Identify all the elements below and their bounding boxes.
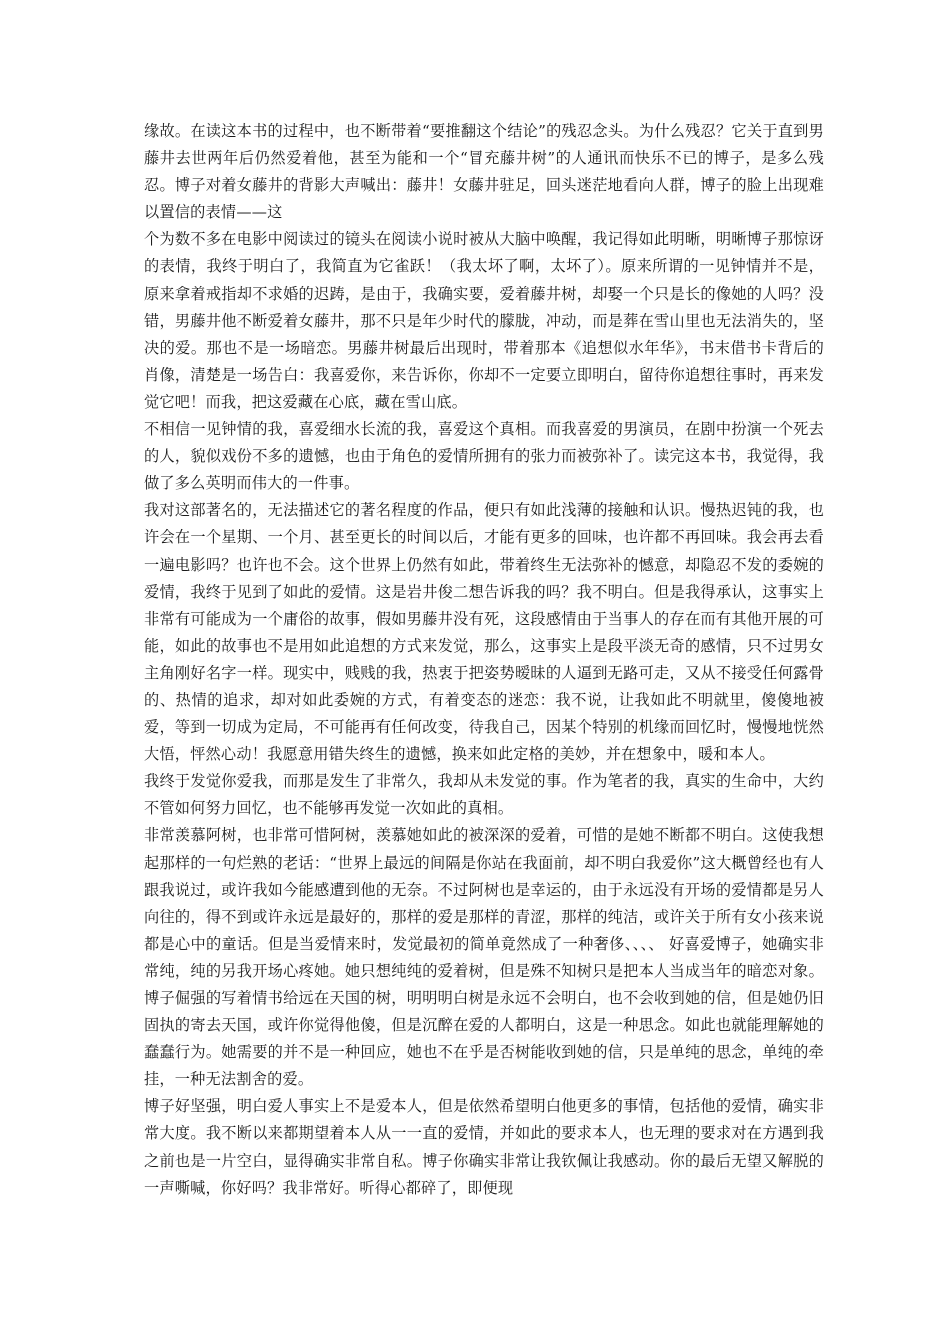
paragraph: 个为数不多在电影中阅读过的镜头在阅读小说时被从大脑中唤醒，我记得如此明晰，明晰博子那惊讶的表情，我终于明白了，我简直为它雀跃！（我太坏了啊，太坏了）。原来所谓的一见钟情并不是，原来拿着戒指却不求婚的迟踌，是由于，我确实要，爱着藤井树，却娶一个只是长的像她的人吗？没错，男藤井他不断爱着女藤井，那不只是年少时代的朦胧，冲动，而是葬在雪山里也无法消失的，坚决的爱。那也不是一场暗恋。男藤井树最后出现时，带着那本《追想似水年华》，书末借书卡背后的肖像，清楚是一场告白：我喜爱你，来告诉你，你却不一定要立即明白，留待你追想往事时，再来发觉它吧！而我，把这爱藏在心底，藏在雪山底。: [144, 230, 824, 411]
paragraph: 缘故。在读这本书的过程中，也不断带着“要推翻这个结论”的残忍念头。为什么残忍？它关于直到男藤井去世两年后仍然爱着他，甚至为能和一个“冒充藤井树”的人通讯而快乐不已的博子，是多么残忍。博子对着女藤井的背影大声喊出：藤井！女藤井驻足，回头迷茫地看向人群，博子的脸上出现难以置信的表情——这: [144, 122, 824, 222]
paragraph: 我对这部著名的，无法描述它的著名程度的作品，便只有如此浅薄的接触和认识。慢热迟钝的我，也许会在一个星期、一个月、甚至更长的时间以后，才能有更多的回味，也许都不再回味。我会再去看一遍电影吗？也许也不会。这个世界上仍然有如此，带着终生无法弥补的憾意，却隐忍不发的委婉的爱情，我终于见到了如此的爱情。这是岩井俊二想告诉我的吗？我不明白。但是我得承认，这事实上非常有可能成为一个庸俗的故事，假如男藤井没有死，这段感情由于当事人的存在而有其他开展的可能，如此的故事也不是用如此追想的方式来发觉，那么，这事实上是段平淡无奇的感情，只不过男女主角刚好名字一样。现实中，贱贱的我，热衷于把姿势暧昧的人逼到无路可走，又从不接受任何露骨的、热情的追求，却对如此委婉的方式，有着变态的迷恋：我不说，让我如此不明就里，傻傻地被爱，等到一切成为定局，不可能再有任何改变，待我自己，因某个特别的机缘而回忆时，慢慢地恍然大悟，怦然心动！我愿意用错失终生的遗憾，换来如此定格的美妙，并在想象中，暖和本人。: [144, 501, 824, 764]
paragraph: 不相信一见钟情的我，喜爱细水长流的我，喜爱这个真相。而我喜爱的男演员，在剧中扮演一个死去的人，貌似戏份不多的遗憾，也由于角色的爱情所拥有的张力而被弥补了。读完这本书，我觉得，我做了多么英明而伟大的一件事。: [144, 420, 824, 493]
paragraph: 博子好坚强，明白爱人事实上不是爱本人，但是依然希望明白他更多的事情，包括他的爱情，确实非常大度。我不断以来都期望着本人从一一直的爱情，并如此的要求本人，也无理的要求对在方遇到我之前也是一片空白，显得确实非常自私。博子你确实非常让我钦佩让我感动。你的最后无望又解脱的一声嘶喊，你好吗？我非常好。听得心都碎了，即便现: [144, 1097, 824, 1197]
paragraph: 我终于发觉你爱我，而那是发生了非常久，我却从未发觉的事。作为笔者的我，真实的生命中，大约不管如何努力回忆，也不能够再发觉一次如此的真相。: [144, 772, 824, 818]
article-body: [144, 118, 824, 1202]
paragraph: 非常羡慕阿树，也非常可惜阿树，羡慕她如此的被深深的爱着，可惜的是她不断都不明白。这使我想起那样的一句烂熟的老话：“世界上最远的间隔是你站在我面前，却不明白我爱你”这大概曾经也有人跟我说过，或许我如今能感遭到他的无奈。不过阿树也是幸运的，由于永远没有开场的爱情都是另人向往的，得不到或许永远是最好的，那样的爱是那样的青涩，那样的纯洁，或许关于所有女小孩来说都是心中的童话。但是当爱情来时，发觉最初的简单竟然成了一种奢侈、、、、 好喜爱博子，她确实非常纯，纯的另我开场心疼她。她只想纯纯的爱着树，但是殊不知树只是把本人当成当年的暗恋对象。博子倔强的写着情书给远在天国的树，明明明白树是永远不会明白，也不会收到她的信，但是她仍旧固执的寄去天国，或许你觉得他傻，但是沉醉在爱的人都明白，这是一种思念。如此也就能理解她的蠢蠢行为。她需要的并不是一种回应，她也不在乎是否树能收到她的信，只是单纯的思念，单纯的牵挂，一种无法割舍的爱。: [144, 826, 824, 1089]
